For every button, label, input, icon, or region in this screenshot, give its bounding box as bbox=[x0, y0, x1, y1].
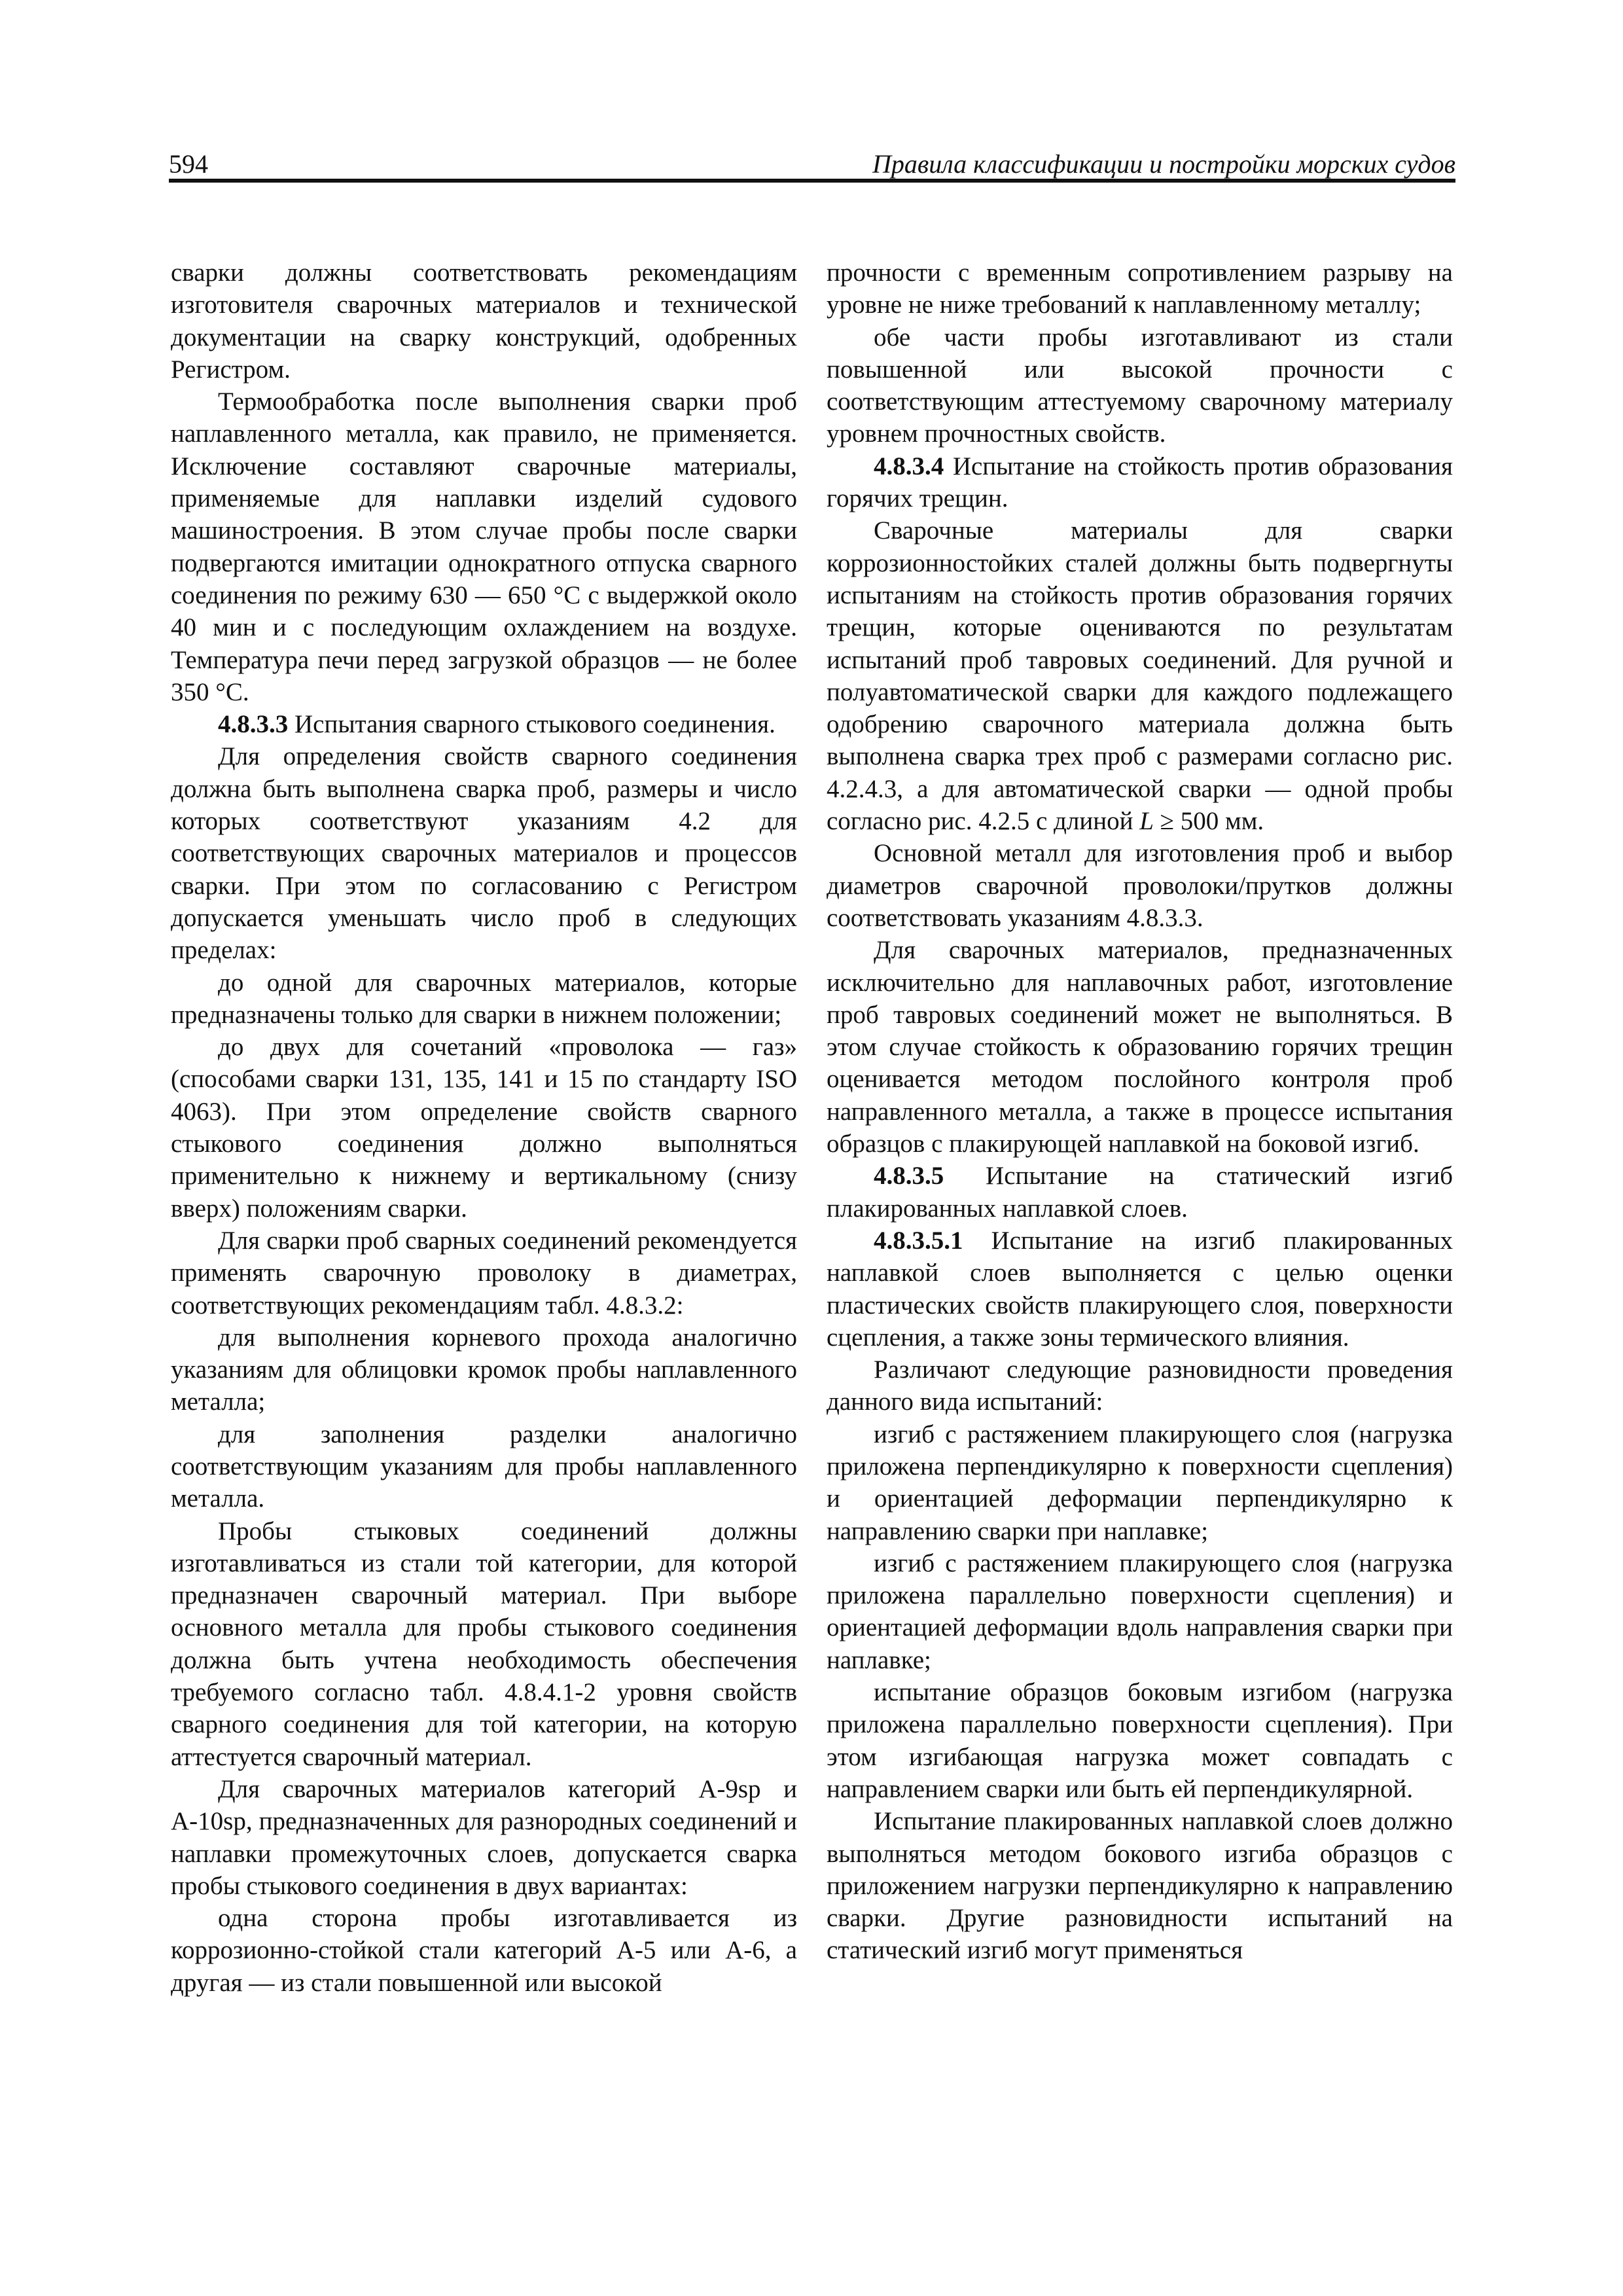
paragraph bbox=[827, 1225, 1453, 1354]
paragraph bbox=[171, 1902, 797, 1999]
paragraph-text: Испытание на стойкость против образования горячих трещин. bbox=[827, 452, 1453, 513]
paragraph bbox=[827, 1805, 1453, 1966]
paragraph bbox=[171, 740, 797, 966]
paragraph bbox=[171, 257, 797, 386]
paragraph bbox=[171, 1225, 797, 1321]
running-title: Правила классификации и постройки морских судов bbox=[872, 149, 1455, 179]
paragraph-text: Испытание на статический изгиб плакированных наплавкой слоев. bbox=[827, 1162, 1453, 1223]
paragraph bbox=[171, 1418, 797, 1515]
paragraph bbox=[827, 1418, 1453, 1547]
paragraph bbox=[827, 837, 1453, 934]
paragraph-text: одна сторона пробы изготавливается из коррозионно-стойкой стали категорий А-5 или А-6, а другая — из стали повышенной или высокой bbox=[171, 1904, 797, 1997]
paragraph-text: Для сварочных материалов категорий А-9sp и А-10sp, предназначенных для разнородных соединений и наплавки промежуточных слоев, допускается сварка пробы стыкового соединения в двух вариантах: bbox=[171, 1774, 797, 1900]
paragraph bbox=[171, 967, 797, 1031]
paragraph-text: сварки должны соответствовать рекомендациям изготовителя сварочных материалов и технической документации на сварку конструкций, одобренных Регистром. bbox=[171, 259, 797, 384]
paragraph bbox=[171, 1321, 797, 1418]
paragraph-text: Для сварки проб сварных соединений рекомендуется применять сварочную проволоку в диаметрах, соответствующих рекомендациям табл. 4.8.3.2: bbox=[171, 1226, 797, 1319]
left-column bbox=[171, 257, 797, 2109]
section-number: 4.8.3.3 bbox=[218, 710, 289, 739]
paragraph-text: Пробы стыковых соединений должны изготавливаться из стали той категории, для которой предназначен сварочный материал. При выборе основного металла для пробы стыкового соединения должна быть учтена необходимость обеспечения требуемого согласно табл. 4.8.4.1-2 уровня свойств сварного соединения для той категории, на которую аттестуется сварочный материал. bbox=[171, 1516, 797, 1771]
paragraph bbox=[827, 1354, 1453, 1418]
paragraph bbox=[827, 1676, 1453, 1805]
paragraph bbox=[827, 1160, 1453, 1225]
paragraph bbox=[171, 1031, 797, 1225]
paragraph-text: Для сварочных материалов, предназначенных исключительно для наплавочных работ, изготовление проб тавровых соединений может не выполняться. В этом случае стойкость к образованию горячих трещин оценивается методом послойного контроля проб направленного металла, а также в процессе испытания образцов с плакирующей наплавкой на боковой изгиб. bbox=[827, 936, 1453, 1158]
paragraph-text: до одной для сварочных материалов, которые предназначены только для сварки в нижнем положении; bbox=[171, 968, 797, 1029]
paragraph-text: Основной металл для изготовления проб и выбор диаметров сварочной проволоки/прутков должны соответствовать указаниям 4.8.3.3. bbox=[827, 839, 1453, 932]
section-number: 4.8.3.5.1 bbox=[874, 1226, 963, 1255]
page-header bbox=[169, 148, 1455, 181]
paragraph-text: Испытание на изгиб плакированных наплавкой слоев выполняется с целью оценки пластических свойств плакирующего слоя, поверхности сцепления, а также зоны термического влияния. bbox=[827, 1226, 1453, 1352]
paragraph-text: Испытания сварного стыкового соединения. bbox=[288, 710, 776, 739]
paragraph bbox=[827, 1547, 1453, 1676]
paragraph-text: изгиб с растяжением плакирующего слоя (нагрузка приложена параллельно поверхности сцепления) и ориентацией деформации вдоль направления сварки при наплавке; bbox=[827, 1549, 1453, 1674]
section-number: 4.8.3.5 bbox=[874, 1162, 944, 1191]
paragraph-text: Сварочные материалы для сварки коррозионностойких сталей должны быть подвергнуты испытаниям на стойкость против образования горячих трещин, которые оцениваются по результатам испытаний проб тавровых соединений. Для ручной и полуавтоматической сварки для каждого подлежащего одобрению сварочного материала должна быть выполнена сварка трех проб с размерами согласно рис. 4.2.4.3, а для автоматической сварки — одной пробы согласно рис. 4.2.5 с длиной bbox=[827, 516, 1453, 836]
paragraph bbox=[171, 708, 797, 740]
paragraph bbox=[827, 450, 1453, 515]
paragraph-text: изгиб с растяжением плакирующего слоя (нагрузка приложена перпендикулярно к поверхности сцепления) и ориентацией деформации перпендикулярно к направлению сварки при наплавке; bbox=[827, 1420, 1453, 1545]
paragraph bbox=[827, 934, 1453, 1160]
math-rest: ≥ 500 мм. bbox=[1153, 807, 1264, 836]
paragraph bbox=[827, 321, 1453, 450]
paragraph-text: обе части пробы изготавливают из стали повышенной или высокой прочности с соответствующим аттестуемому сварочному материалу уровнем прочностных свойств. bbox=[827, 323, 1453, 448]
right-column bbox=[827, 257, 1453, 2109]
header-rule bbox=[169, 179, 1455, 183]
paragraph-text: Испытание плакированных наплавкой слоев должно выполняться методом бокового изгиба образцов с приложением нагрузки перпендикулярно к направлению сварки. Другие разновидности испытаний на статический изгиб могут применяться bbox=[827, 1807, 1453, 1965]
paragraph bbox=[171, 386, 797, 708]
paragraph-text: до двух для сочетаний «проволока — газ» (способами сварки 131, 135, 141 и 15 по стандарту ISO 4063). При этом определение свойств сварного стыкового соединения должно выполняться применительно к нижнему и вертикальному (снизу вверх) положениям сварки. bbox=[171, 1033, 797, 1223]
paragraph-text: Для определения свойств сварного соединения должна быть выполнена сварка проб, размеры и число которых соответствуют указаниям 4.2 для соответствующих сварочных материалов и процессов сварки. При этом по согласованию с Регистром допускается уменьшать число проб в следующих пределах: bbox=[171, 742, 797, 965]
section-number: 4.8.3.4 bbox=[874, 452, 944, 480]
paragraph-text: Термообработка после выполнения сварки проб наплавленного металла, как правило, не применяется. Исключение составляют сварочные материалы, применяемые для наплавки изделий судового машиностроения. В этом случае пробы после сварки подвергаются имитации однократного отпуска сварного соединения по режиму 630 — 650 °С с выдержкой около 40 мин и с последующим охлаждением на воздухе. Температура печи перед загрузкой образцов — не более 350 °С. bbox=[171, 387, 797, 706]
paragraph-text: прочности с временным сопротивлением разрыву на уровне не ниже требований к наплавленному металлу; bbox=[827, 259, 1453, 319]
paragraph bbox=[827, 514, 1453, 837]
paragraph-text: испытание образцов боковым изгибом (нагрузка приложена параллельно поверхности сцепления). При этом изгибающая нагрузка может совпадать с направлением сварки или быть ей перпендикулярной. bbox=[827, 1678, 1453, 1803]
paragraph bbox=[171, 1773, 797, 1902]
paragraph bbox=[827, 257, 1453, 321]
paragraph-text: Различают следующие разновидности проведения данного вида испытаний: bbox=[827, 1355, 1453, 1416]
paragraph-text: для выполнения корневого прохода аналогично указаниям для облицовки кромок пробы наплавленного металла; bbox=[171, 1323, 797, 1416]
page-number: 594 bbox=[169, 149, 208, 179]
paragraph-text: для заполнения разделки аналогично соответствующим указаниям для пробы наплавленного металла. bbox=[171, 1420, 797, 1513]
math-variable: L bbox=[1139, 807, 1154, 836]
paragraph bbox=[171, 1515, 797, 1773]
